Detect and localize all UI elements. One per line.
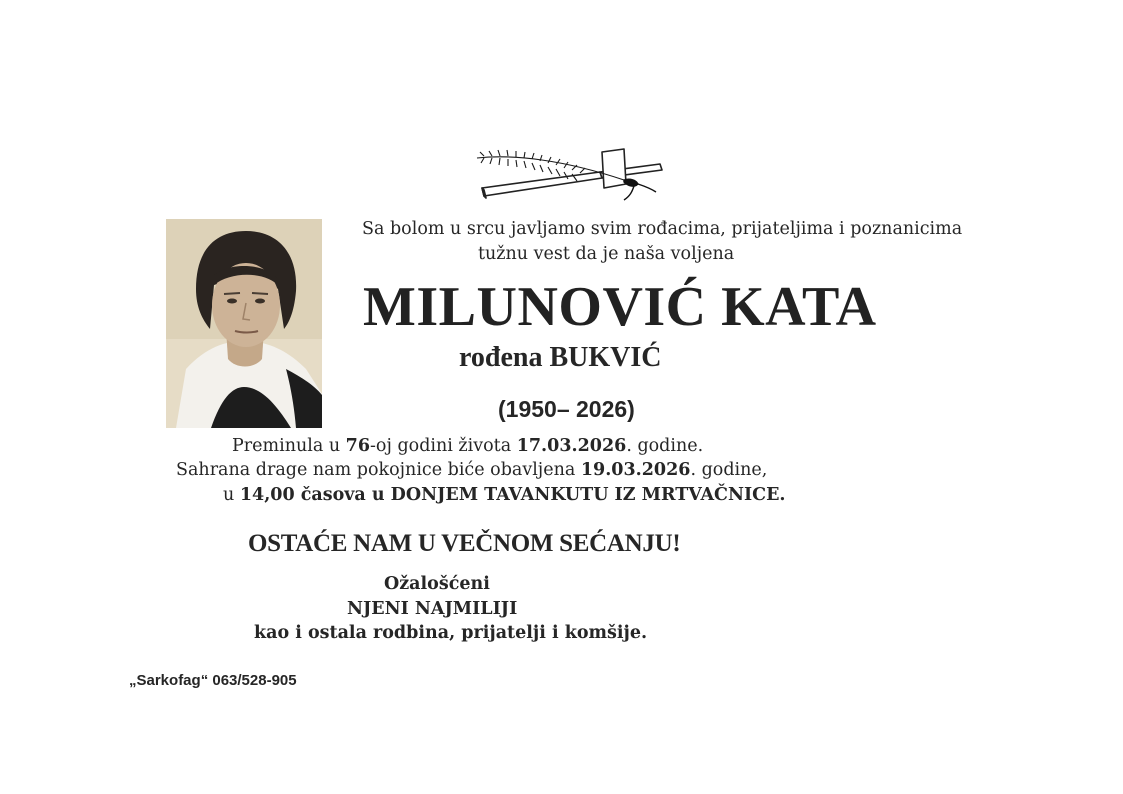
portrait-photo	[166, 219, 322, 428]
mourners-others: kao i ostala rodbina, prijatelji i komšije.	[254, 623, 648, 643]
funeral-line	[176, 460, 767, 480]
death-suffix: . godine.	[626, 436, 704, 456]
funeral-time-location: 14,00 časova u DONJEM TAVANKUTU IZ MRTVAČNICE.	[239, 485, 786, 505]
mourners-label: Ožalošćeni	[384, 574, 490, 594]
cross-with-palm-icon	[474, 144, 688, 202]
funeral-date: 19.03.2026	[580, 460, 691, 480]
maiden-name: rođena BUKVIĆ	[459, 342, 662, 373]
death-middle: -oj godini života	[370, 436, 517, 456]
death-date: 17.03.2026	[516, 436, 627, 456]
deceased-name: MILUNOVIĆ KATA	[363, 276, 877, 338]
mourners-closest: NJENI NAJMILIJI	[347, 599, 518, 619]
funeral-suffix: . godine,	[690, 460, 768, 480]
death-prefix: Preminula u	[232, 436, 346, 456]
funeral-time-line	[223, 485, 786, 505]
funeral-time-prefix: u	[223, 485, 240, 505]
funeral-home-contact: „Sarkofag“ 063/528-905	[129, 672, 297, 689]
death-age: 76	[345, 436, 371, 456]
life-years: (1950– 2026)	[498, 396, 635, 422]
memory-statement: OSTAĆE NAM U VEČNOM SEĆANJU!	[248, 530, 681, 557]
intro-line-1: Sa bolom u srcu javljamo svim rođacima, prijateljima i poznanicima	[362, 219, 963, 239]
intro-line-2: tužnu vest da je naša voljena	[478, 244, 735, 264]
death-line	[232, 436, 703, 456]
funeral-prefix: Sahrana drage nam pokojnice biće obavljena	[176, 460, 581, 480]
portrait-photo-drawing	[166, 219, 322, 428]
